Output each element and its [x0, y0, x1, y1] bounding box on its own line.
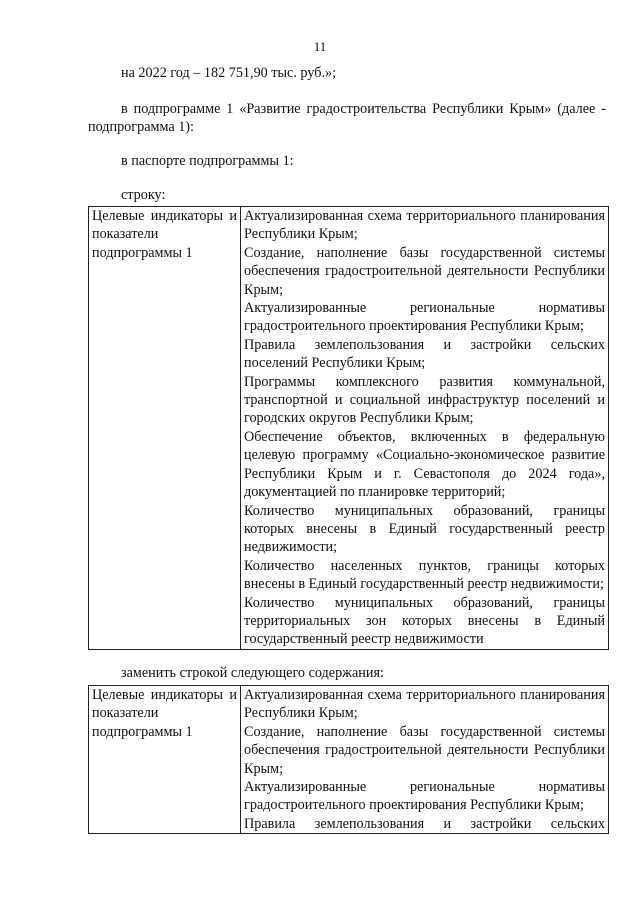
table-row	[89, 686, 609, 834]
table-cell-values	[241, 686, 609, 834]
list-item: Обеспечение объектов, включенных в федеральную целевую программу «Социально-экономическое развитие Республики Крым и г. Севастополя до 2024 года», документацией по планировке территорий;	[244, 428, 605, 501]
table-cell-label	[89, 686, 241, 834]
cell-label-line: Целевые индикаторы и показатели	[92, 687, 237, 722]
list-item: Программы комплексного развития коммунальной, транспортной и социальной инфраструктур поселений и городских округов Республики Крым;	[244, 373, 605, 427]
list-item: Правила землепользования и застройки сельских поселений Республики Крым;	[244, 336, 605, 372]
paragraph-5: заменить строкой следующего содержания:	[121, 665, 384, 681]
list-item: Правила землепользования и застройки сельских	[244, 815, 605, 832]
cell-label-line: подпрограммы 1	[92, 723, 193, 740]
list-item: Создание, наполнение базы государственной системы обеспечения градостроительной деятельности Республики Крым;	[244, 723, 605, 777]
table-cell-values	[241, 207, 609, 650]
page-number: 11	[313, 39, 327, 54]
list-item: Актуализированная схема территориального планирования Республики Крым;	[244, 208, 605, 243]
list-item: Количество муниципальных образований, границы территориальных зон которых внесены в Единый государственный реестр недвижимости	[244, 594, 605, 648]
cell-label-line: Целевые индикаторы и показатели	[92, 208, 237, 243]
paragraph-2: в подпрограмме 1 «Развитие градостроительства Республики Крым» (далее - подпрограмма 1):	[88, 101, 606, 136]
paragraph-3: в паспорте подпрограммы 1:	[121, 153, 294, 169]
indicators-table-new	[88, 685, 609, 834]
list-item: Актуализированные региональные нормативы градостроительного проектирования Республики Крым;	[244, 779, 605, 814]
list-item: Актуализированные региональные нормативы градостроительного проектирования Республики Крым;	[244, 300, 605, 335]
paragraph-4: строку:	[121, 187, 166, 203]
list-item: Создание, наполнение базы государственной системы обеспечения градостроительной деятельности Республики Крым;	[244, 244, 605, 298]
cell-label-line: подпрограммы 1	[92, 244, 193, 261]
paragraph-1: на 2022 год – 182 751,90 тыс. руб.»;	[121, 65, 337, 81]
list-item: Количество муниципальных образований, границы которых внесены в Единый государственный реестр недвижимости;	[244, 502, 605, 556]
list-item: Актуализированная схема территориального планирования Республики Крым;	[244, 687, 605, 722]
indicators-table-old	[88, 206, 609, 650]
table-cell-label	[89, 207, 241, 650]
table-row	[89, 207, 609, 650]
list-item: Количество населенных пунктов, границы которых внесены в Единый государственный реестр недвижимости;	[244, 557, 605, 593]
